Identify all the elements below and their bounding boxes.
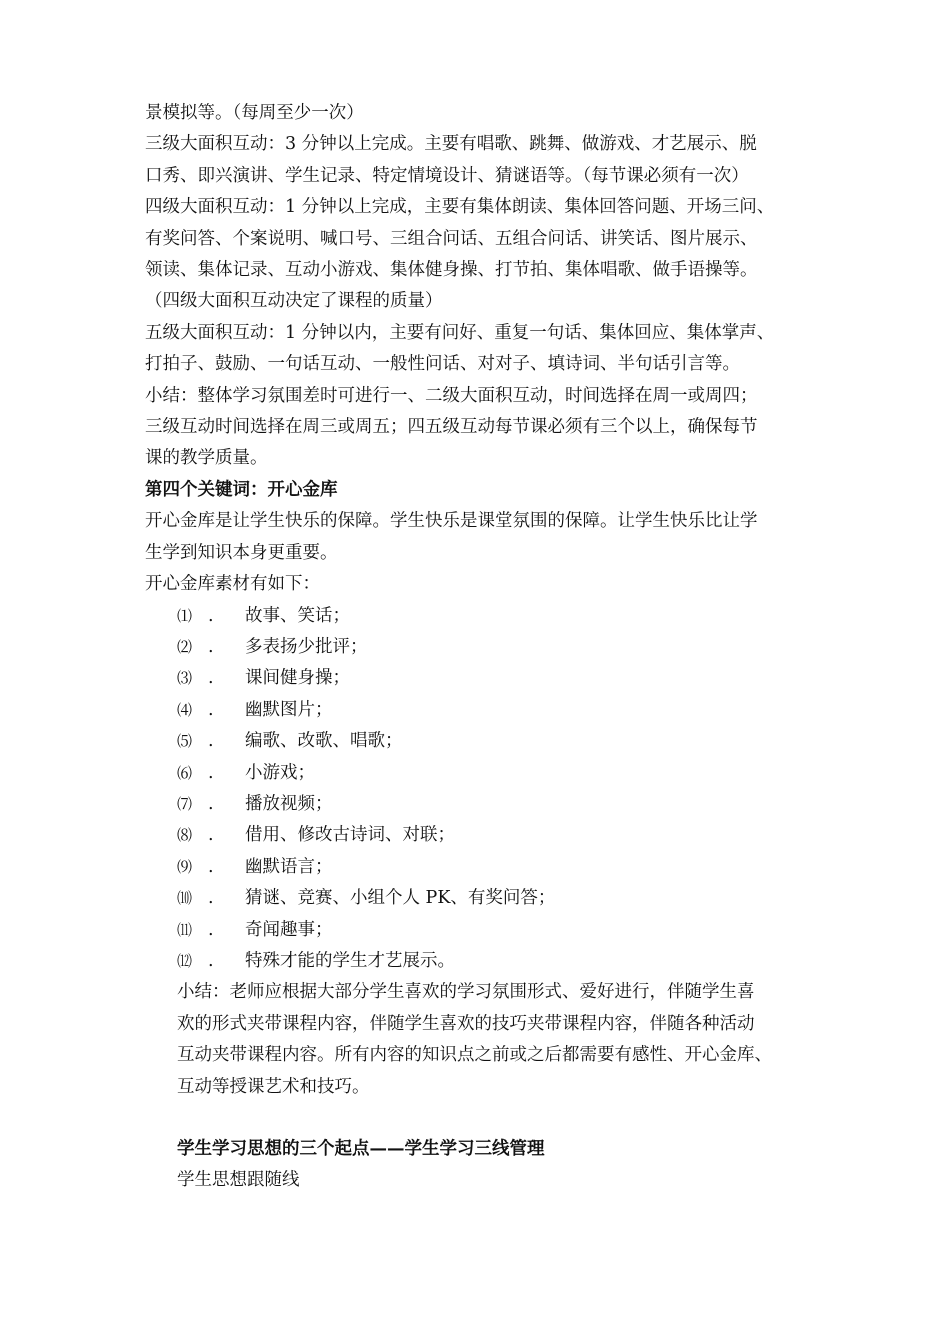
text-line: 四级大面积互动：1 分钟以上完成，主要有集体朗读、集体回答问题、开场三问、 [145,197,775,218]
list-dot: . [208,856,214,877]
list-item [145,915,825,946]
list-text: 课间健身操； [245,668,350,689]
text-line: 五级大面积互动：1 分钟以内，主要有问好、重复一句话、集体回应、集体掌声、 [145,322,775,343]
list-item [145,601,825,632]
list-number: ⑾ [177,920,193,939]
list-number: ⑶ [177,669,193,688]
list-dot: . [208,699,214,720]
material-list [145,601,825,978]
list-dot: . [208,950,214,971]
summary-block [177,977,825,1103]
blank-line [145,1103,825,1134]
list-text: 特殊才能的学生才艺展示。 [245,950,455,971]
list-text: 小游戏； [245,762,315,783]
list-dot: . [208,919,214,940]
list-item [145,789,825,820]
list-text: 幽默语言； [245,856,333,877]
list-number: ⑼ [177,857,193,876]
text-line: 互动等授课艺术和技巧。 [177,1076,370,1097]
text-line: 课的教学质量。 [145,448,268,469]
list-text: 借用、修改古诗词、对联； [245,825,455,846]
text-line: 三级大面积互动：3 分钟以上完成。主要有唱歌、跳舞、做游戏、才艺展示、脱 [145,134,757,155]
section-subheading: 学生思想跟随线 [177,1170,300,1191]
text-line: 开心金库是让学生快乐的保障。学生快乐是课堂氛围的保障。让学生快乐比让学 [145,511,758,532]
text-line: 打拍子、鼓励、一句话互动、一般性问话、对对子、填诗词、半句话引言等。 [145,354,740,375]
text-line: 口秀、即兴演讲、学生记录、特定情境设计、猜谜语等。（每节课必须有一次） [145,165,749,186]
list-number: ⑷ [177,700,193,719]
text-line: 领读、集体记录、互动小游戏、集体健身操、打节拍、集体唱歌、做手语操等。 [145,260,758,281]
text-line: 互动夹带课程内容。所有内容的知识点之前或之后都需要有感性、开心金库、 [177,1045,772,1066]
list-item [145,883,825,914]
section-heading: 学生学习思想的三个起点——学生学习三线管理 [177,1139,545,1159]
list-number: ⑽ [177,889,193,908]
text-line: 开心金库素材有如下： [145,574,320,595]
list-dot: . [208,605,214,626]
list-text: 幽默图片； [245,699,333,720]
document-page [145,98,825,1197]
list-text: 奇闻趣事； [245,919,333,940]
list-item [145,852,825,883]
list-dot: . [208,793,214,814]
list-text: 猜谜、竞赛、小组个人 PK、有奖问答； [245,888,556,909]
list-text: 播放视频； [245,793,333,814]
list-number: ⑸ [177,732,193,751]
list-item [145,946,825,977]
list-dot: . [208,731,214,752]
list-number: ⑻ [177,826,193,845]
heading-fourth-keyword: 第四个关键词：开心金库 [145,479,338,500]
list-number: ⑿ [177,951,193,970]
list-dot: . [208,668,214,689]
list-item [145,726,825,757]
list-dot: . [208,825,214,846]
list-text: 多表扬少批评； [245,636,368,657]
list-item [145,663,825,694]
list-dot: . [208,636,214,657]
text-line: 有奖问答、个案说明、喊口号、三组合问话、五组合问话、讲笑话、图片展示、 [145,228,758,249]
list-item [145,820,825,851]
list-number: ⑺ [177,794,193,813]
text-line: 欢的形式夹带课程内容，伴随学生喜欢的技巧夹带课程内容，伴随各种活动 [177,1013,755,1034]
paragraph-block-top [145,98,825,475]
list-item [145,632,825,663]
text-line: 景模拟等。（每周至少一次） [145,103,364,123]
text-line: （四级大面积互动决定了课程的质量） [145,291,443,312]
intro-block [145,506,825,600]
list-dot: . [208,762,214,783]
section-block [177,1134,825,1197]
list-number: ⑹ [177,763,193,782]
text-line: 小结：整体学习氛围差时可进行一、二级大面积互动，时间选择在周一或周四； [145,385,758,406]
list-text: 编歌、改歌、唱歌； [245,731,403,752]
list-dot: . [208,888,214,909]
list-item [145,695,825,726]
text-line: 生学到知识本身更重要。 [145,542,338,563]
list-number: ⑵ [177,637,193,656]
list-item [145,758,825,789]
list-number: ⑴ [177,606,193,625]
text-line: 三级互动时间选择在周三或周五；四五级互动每节课必须有三个以上，确保每节 [145,417,758,438]
list-text: 故事、笑话； [245,605,350,626]
text-line: 小结：老师应根据大部分学生喜欢的学习氛围形式、爱好进行，伴随学生喜 [177,982,755,1003]
